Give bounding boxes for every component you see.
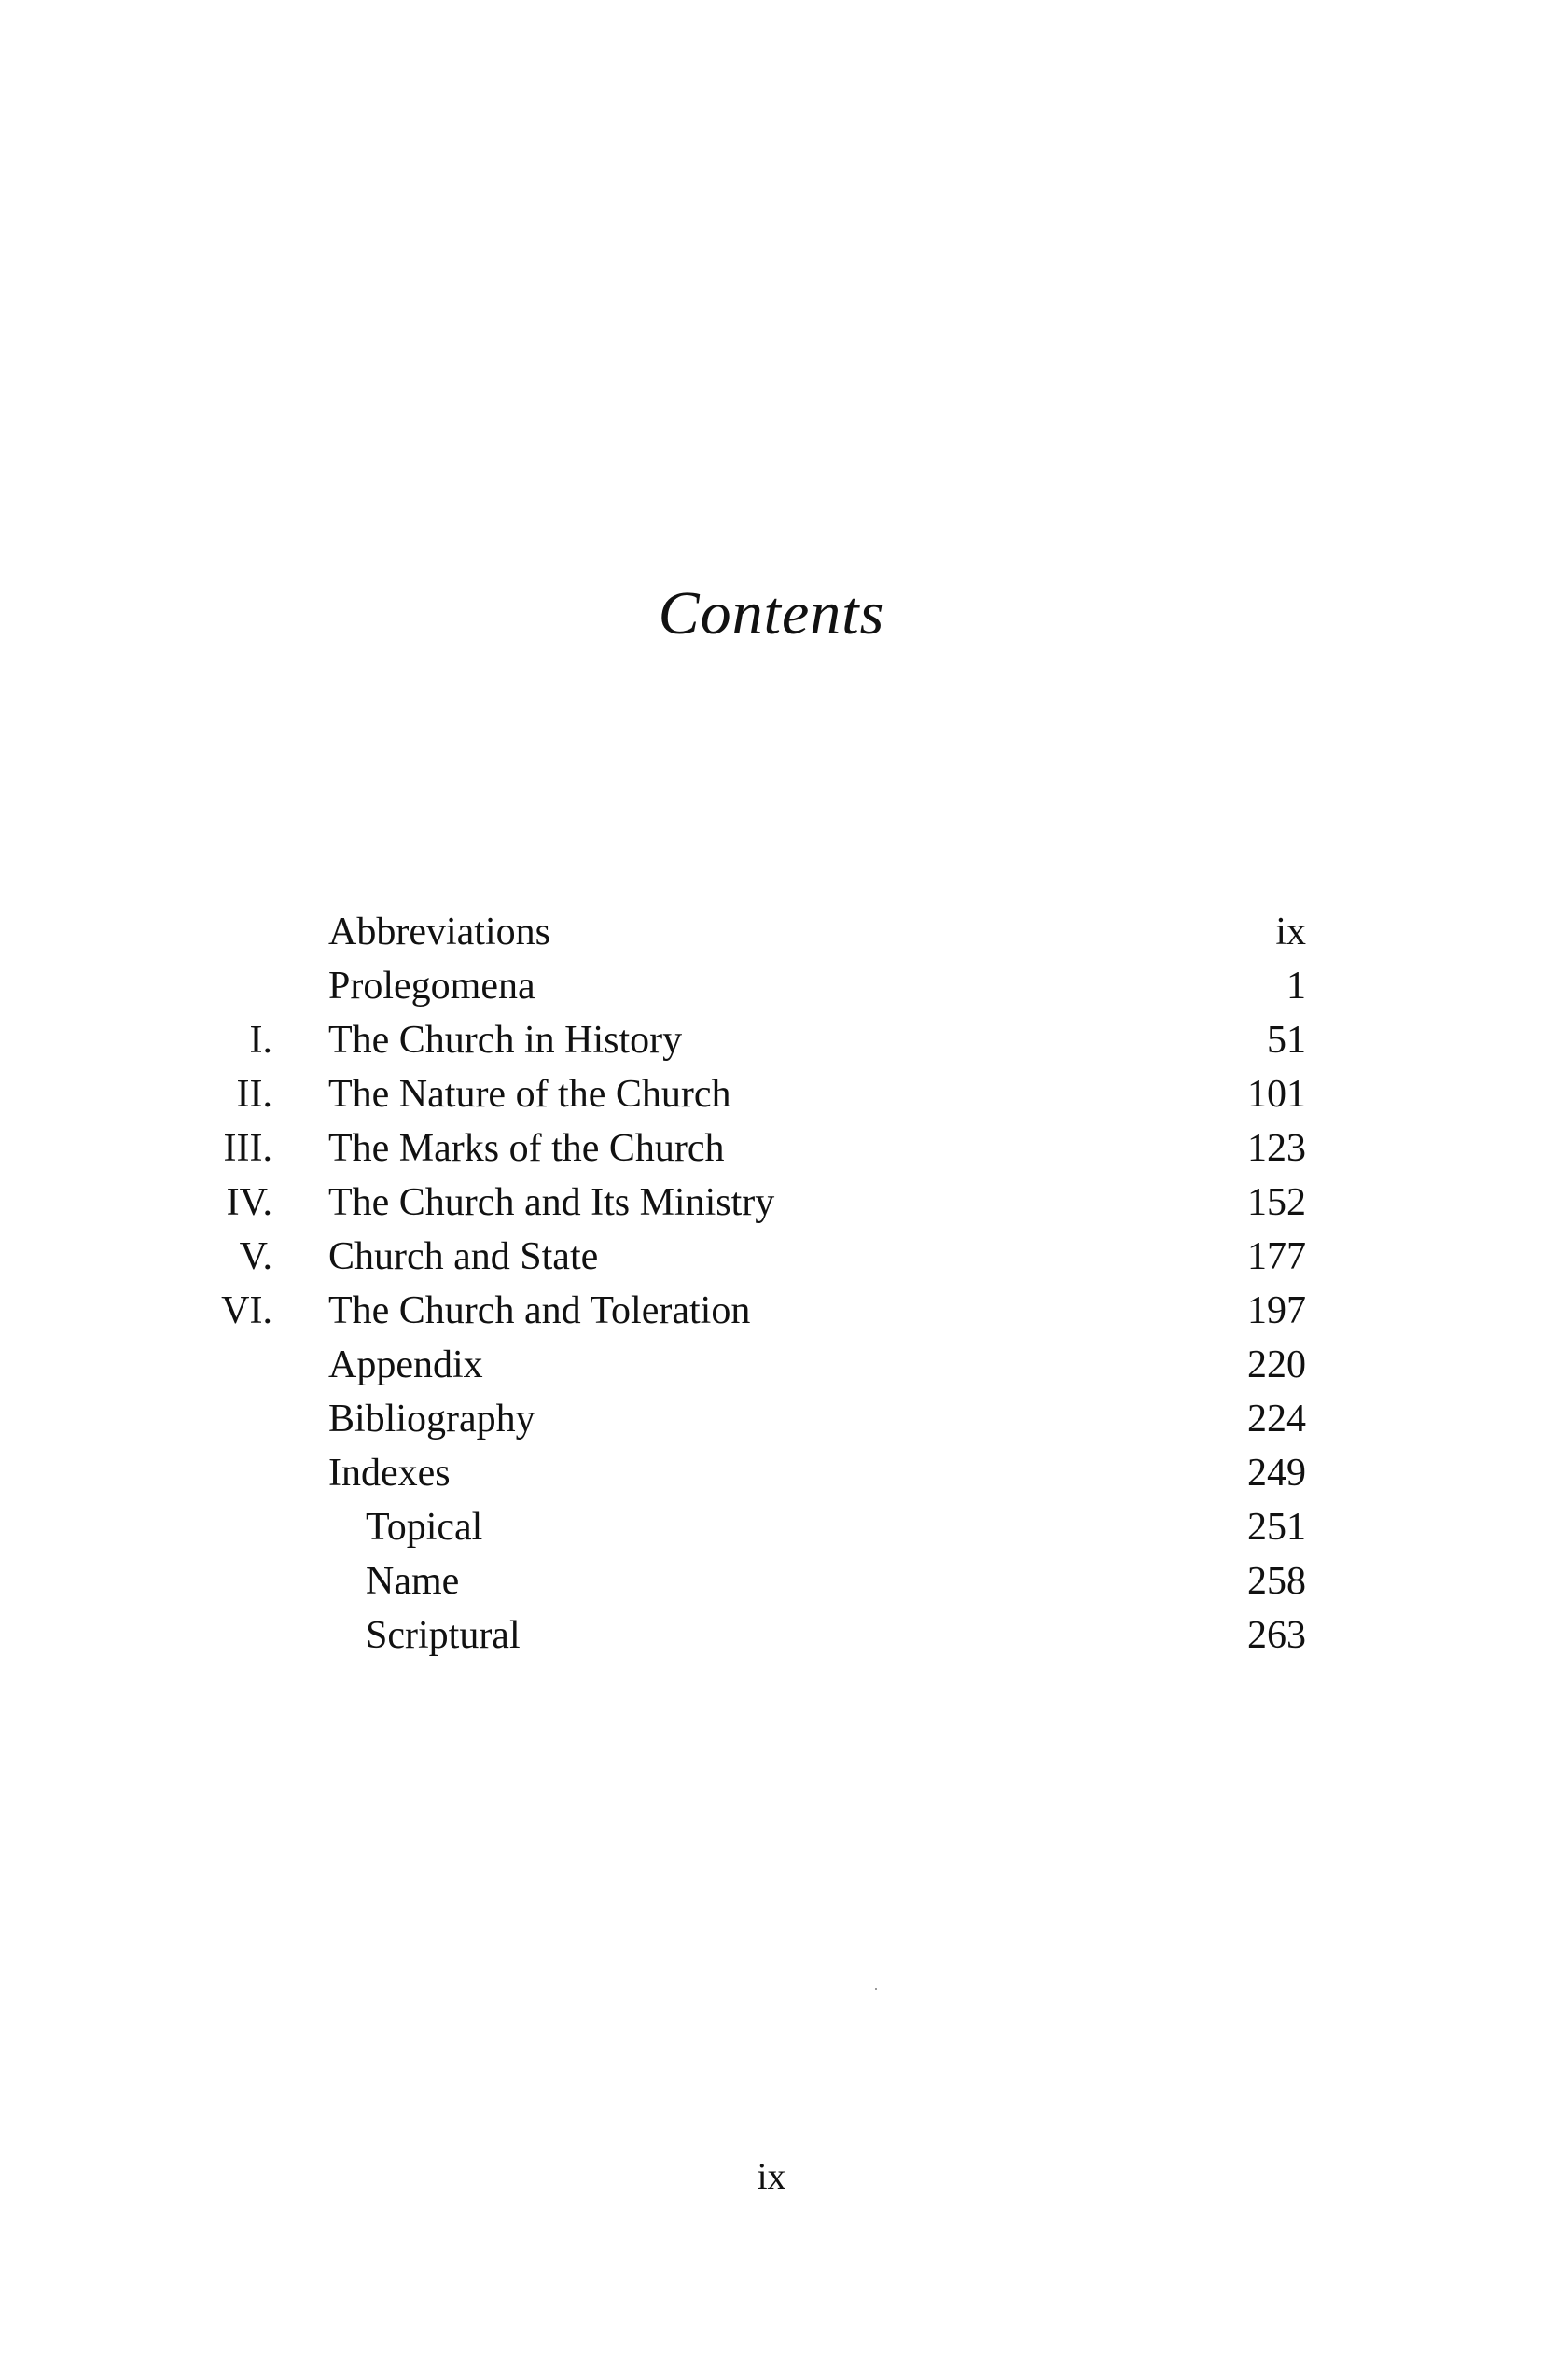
toc-entry-page: 224 [1247,1398,1306,1441]
toc-entry-page: 101 [1247,1073,1306,1116]
toc-entry-page: ix [1275,911,1306,953]
toc-entry-chapter-4 [215,1176,1306,1230]
toc-entry-title: Bibliography [328,1398,535,1441]
toc-entry-chapter-2 [215,1067,1306,1121]
toc-entry-page: 249 [1247,1452,1306,1495]
toc-entry-number: IV. [226,1181,272,1224]
toc-entry-title: Scriptural [366,1614,521,1657]
toc-entry-number: VI. [221,1289,272,1332]
toc-entry-title: The Church and Its Ministry [328,1181,775,1224]
toc-entry-title: The Marks of the Church [328,1127,725,1170]
toc-entry-title: The Nature of the Church [328,1073,731,1116]
toc-entry-chapter-6 [215,1284,1306,1338]
toc-entry-page: 123 [1247,1127,1306,1170]
toc-entry-page: 51 [1267,1019,1306,1062]
toc-entry-page: 177 [1247,1235,1306,1278]
toc-entry-title: The Church and Toleration [328,1289,751,1332]
toc-entry-index-scriptural [215,1608,1306,1663]
toc-entry-page: 197 [1247,1289,1306,1332]
toc-entry-page: 251 [1247,1506,1306,1549]
page-title: Contents [658,579,885,647]
toc-entry-chapter-1 [215,1013,1306,1067]
toc-entry-chapter-3 [215,1121,1306,1176]
toc-entry-number: II. [236,1073,272,1116]
toc-entry-indexes [215,1446,1306,1500]
toc-entry-prolegomena [215,959,1306,1013]
toc-entry-appendix [215,1338,1306,1392]
toc-entry-chapter-5 [215,1230,1306,1284]
toc-entry-title: Church and State [328,1235,599,1278]
toc-entry-title: Name [366,1560,460,1603]
toc-entry-page: 220 [1247,1343,1306,1386]
toc-entry-page: 263 [1247,1614,1306,1657]
scan-speck [875,1988,877,1990]
toc-entry-number: V. [239,1235,272,1278]
toc-entry-page: 1 [1286,965,1306,1008]
toc-entry-index-topical [215,1500,1306,1554]
toc-entry-index-name [215,1554,1306,1608]
toc-entry-bibliography [215,1392,1306,1446]
toc-entry-page: 152 [1247,1181,1306,1224]
toc-entry-title: Topical [366,1506,483,1549]
toc-entry-abbreviations [215,905,1306,959]
toc-entry-title: Appendix [328,1343,483,1386]
toc-entry-title: The Church in History [328,1019,683,1062]
table-of-contents [215,905,1306,1663]
toc-entry-page: 258 [1247,1560,1306,1603]
toc-entry-number: I. [249,1019,272,1062]
toc-entry-title: Abbreviations [328,911,550,953]
toc-entry-title: Indexes [328,1452,451,1495]
page-number: ix [757,2155,786,2197]
toc-entry-title: Prolegomena [328,965,535,1008]
toc-entry-number: III. [223,1127,272,1170]
